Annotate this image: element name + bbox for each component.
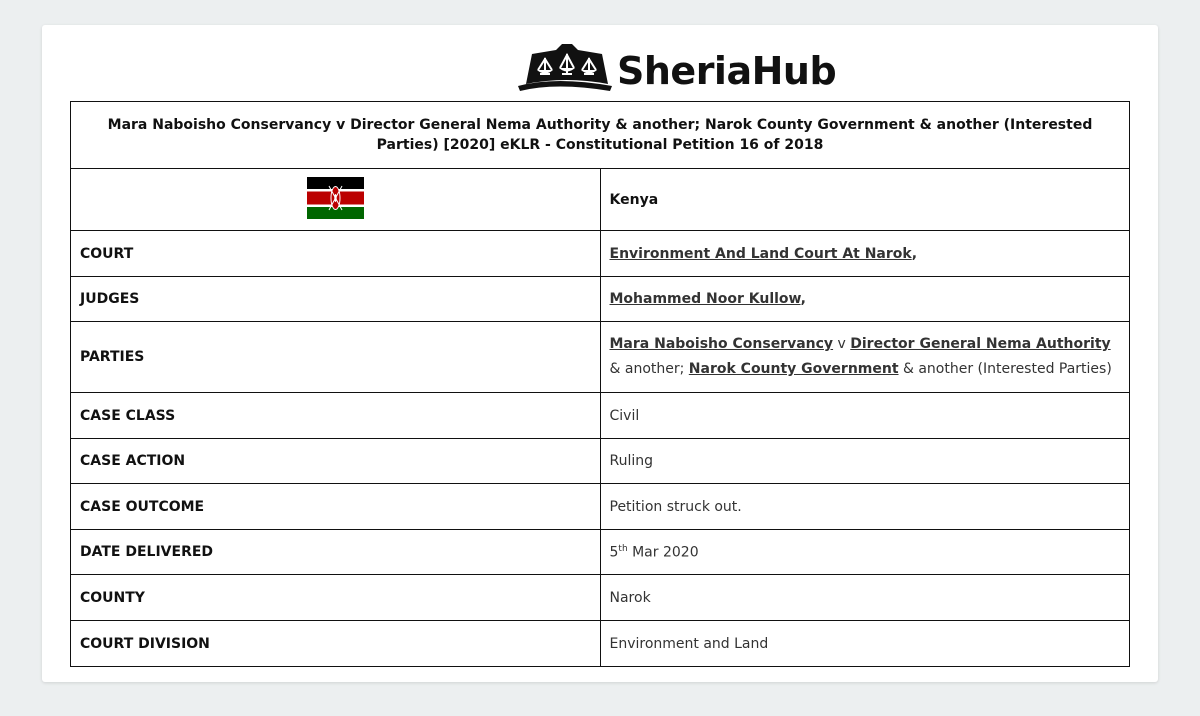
case-class-value: Civil [600, 393, 1130, 439]
county-label: COUNTY [71, 575, 601, 621]
court-division-label: COURT DIVISION [71, 621, 601, 667]
parties-value [600, 322, 1130, 393]
case-details-table [70, 101, 1130, 667]
case-outcome-value: Petition struck out. [600, 484, 1130, 530]
date-day: 5 [609, 544, 619, 561]
row-case-action [71, 439, 1130, 484]
court-label: COURT [71, 231, 601, 277]
country-name: Kenya [600, 169, 1130, 231]
date-day-suffix: th [618, 543, 628, 554]
flag-cell [71, 169, 601, 231]
date-delivered-value [600, 530, 1130, 575]
court-link[interactable]: Environment And Land Court At Narok [609, 245, 912, 262]
case-title: Mara Naboisho Conservancy v Director General Nema Authority & another; Narok County Government & another (Interested Parties) [2020] eKLR - Constitutional Petition 16 of 2018 [71, 102, 1130, 169]
parties-separator: v [833, 336, 851, 352]
party-interested-link[interactable]: Narok County Government [688, 361, 899, 377]
case-action-value: Ruling [600, 439, 1130, 484]
sheriahub-logo[interactable] [516, 44, 836, 94]
row-date-delivered [71, 530, 1130, 575]
county-value: Narok [600, 575, 1130, 621]
scales-of-justice-icon [516, 44, 614, 94]
row-court-division [71, 621, 1130, 667]
party-petitioner-link[interactable]: Mara Naboisho Conservancy [609, 336, 834, 352]
parties-tail: & another (Interested Parties) [898, 361, 1112, 377]
judge-link[interactable]: Mohammed Noor Kullow [609, 291, 801, 307]
case-action-label: CASE ACTION [71, 439, 601, 484]
row-county [71, 575, 1130, 621]
date-rest: Mar 2020 [627, 544, 699, 561]
judges-suffix: , [800, 291, 806, 307]
row-case-outcome [71, 484, 1130, 530]
court-division-value: Environment and Land [600, 621, 1130, 667]
row-parties [71, 322, 1130, 393]
date-delivered-label: DATE DELIVERED [71, 530, 601, 575]
court-suffix: , [911, 245, 918, 262]
case-outcome-label: CASE OUTCOME [71, 484, 601, 530]
case-class-label: CASE CLASS [71, 393, 601, 439]
judges-label: JUDGES [71, 277, 601, 322]
brand-name: SheriaHub [617, 49, 837, 93]
kenya-flag-icon [307, 177, 364, 223]
parties-separator-2: & another; [609, 361, 689, 377]
row-judges [71, 277, 1130, 322]
row-court [71, 231, 1130, 277]
party-respondent-link[interactable]: Director General Nema Authority [850, 336, 1111, 352]
row-case-class [71, 393, 1130, 439]
parties-label: PARTIES [71, 322, 601, 393]
